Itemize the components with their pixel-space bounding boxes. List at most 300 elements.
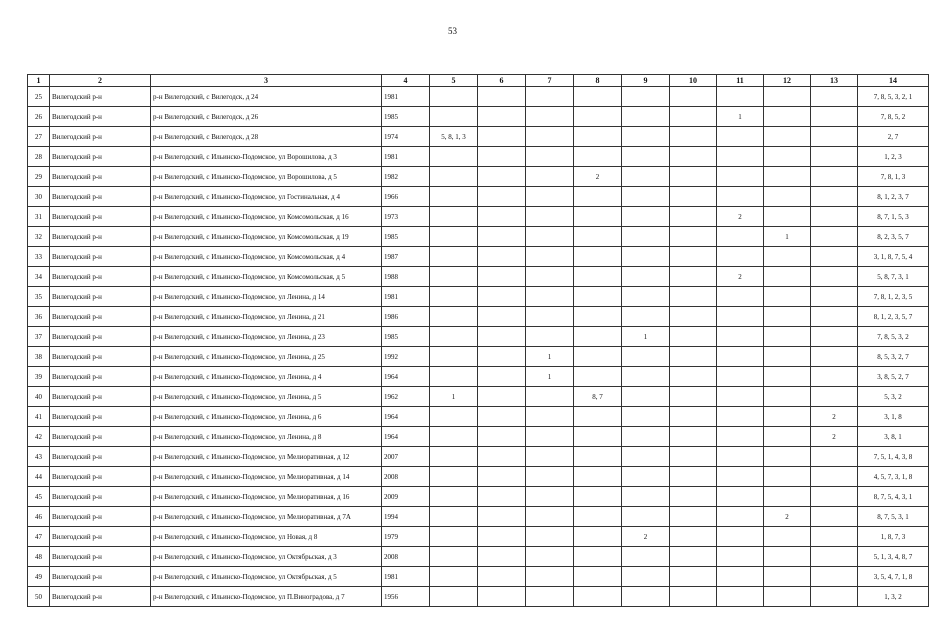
cell-c8 — [574, 487, 622, 507]
table-row — [28, 567, 929, 587]
cell-year: 2008 — [382, 467, 430, 487]
cell-c8 — [574, 307, 622, 327]
cell-c14: 1, 2, 3 — [858, 147, 929, 167]
cell-district: Вилегодский р-н — [50, 407, 151, 427]
column-header: 2 — [50, 75, 151, 87]
cell-c10 — [670, 227, 717, 247]
cell-year: 1973 — [382, 207, 430, 227]
cell-address: р-н Вилегодский, с Ильинско-Подомское, ул Комсомольская, д 4 — [151, 247, 382, 267]
cell-c8 — [574, 467, 622, 487]
cell-n: 44 — [28, 467, 50, 487]
cell-c5 — [430, 367, 478, 387]
cell-c7 — [526, 267, 574, 287]
column-header: 1 — [28, 75, 50, 87]
cell-district: Вилегодский р-н — [50, 587, 151, 607]
cell-district: Вилегодский р-н — [50, 167, 151, 187]
table-row — [28, 407, 929, 427]
cell-year: 1979 — [382, 527, 430, 547]
cell-c11 — [717, 167, 764, 187]
cell-c9 — [622, 347, 670, 367]
cell-address: р-н Вилегодский, с Ильинско-Подомское, ул Мелиоративная, д 16 — [151, 487, 382, 507]
cell-n: 31 — [28, 207, 50, 227]
cell-district: Вилегодский р-н — [50, 387, 151, 407]
cell-c14: 5, 1, 3, 4, 8, 7 — [858, 547, 929, 567]
cell-c6 — [478, 527, 526, 547]
cell-c12 — [764, 387, 811, 407]
cell-c14: 8, 7, 1, 5, 3 — [858, 207, 929, 227]
table-row — [28, 107, 929, 127]
cell-district: Вилегодский р-н — [50, 307, 151, 327]
cell-c8 — [574, 447, 622, 467]
cell-n: 50 — [28, 587, 50, 607]
column-header: 11 — [717, 75, 764, 87]
table-row — [28, 547, 929, 567]
cell-c13 — [811, 327, 858, 347]
cell-c8 — [574, 287, 622, 307]
cell-c5 — [430, 247, 478, 267]
header-row — [28, 75, 929, 87]
cell-c6 — [478, 467, 526, 487]
cell-c7 — [526, 207, 574, 227]
cell-c13 — [811, 247, 858, 267]
table-row — [28, 307, 929, 327]
cell-year: 1985 — [382, 227, 430, 247]
column-header: 7 — [526, 75, 574, 87]
cell-c14: 8, 1, 2, 3, 5, 7 — [858, 307, 929, 327]
cell-c13 — [811, 547, 858, 567]
cell-c8 — [574, 227, 622, 247]
cell-c11 — [717, 247, 764, 267]
column-header: 13 — [811, 75, 858, 87]
cell-c13 — [811, 347, 858, 367]
cell-c11: 2 — [717, 207, 764, 227]
cell-year: 1986 — [382, 307, 430, 327]
cell-c8 — [574, 587, 622, 607]
cell-year: 1988 — [382, 267, 430, 287]
cell-address: р-н Вилегодский, с Ильинско-Подомское, ул Ленина, д 8 — [151, 427, 382, 447]
cell-address: р-н Вилегодский, с Вилегодск, д 28 — [151, 127, 382, 147]
cell-c9 — [622, 567, 670, 587]
cell-c13 — [811, 287, 858, 307]
cell-district: Вилегодский р-н — [50, 287, 151, 307]
cell-c6 — [478, 487, 526, 507]
cell-c10 — [670, 327, 717, 347]
cell-c11: 2 — [717, 267, 764, 287]
table-row — [28, 587, 929, 607]
cell-c9 — [622, 467, 670, 487]
cell-c7 — [526, 327, 574, 347]
cell-n: 28 — [28, 147, 50, 167]
register-table — [27, 74, 929, 607]
cell-c9 — [622, 407, 670, 427]
cell-c10 — [670, 287, 717, 307]
cell-c14: 7, 8, 1, 3 — [858, 167, 929, 187]
cell-district: Вилегодский р-н — [50, 227, 151, 247]
cell-c13 — [811, 307, 858, 327]
cell-c12 — [764, 427, 811, 447]
cell-c12 — [764, 367, 811, 387]
column-header: 4 — [382, 75, 430, 87]
cell-year: 1956 — [382, 587, 430, 607]
cell-c10 — [670, 107, 717, 127]
cell-c12 — [764, 547, 811, 567]
cell-c5 — [430, 267, 478, 287]
cell-c11 — [717, 87, 764, 107]
cell-c13: 2 — [811, 427, 858, 447]
cell-n: 43 — [28, 447, 50, 467]
cell-c6 — [478, 207, 526, 227]
cell-c8 — [574, 247, 622, 267]
cell-c13 — [811, 367, 858, 387]
cell-c7 — [526, 547, 574, 567]
cell-c12 — [764, 207, 811, 227]
cell-c10 — [670, 127, 717, 147]
table-row — [28, 207, 929, 227]
cell-address: р-н Вилегодский, с Вилегодск, д 26 — [151, 107, 382, 127]
cell-district: Вилегодский р-н — [50, 507, 151, 527]
cell-c6 — [478, 587, 526, 607]
cell-c11 — [717, 567, 764, 587]
cell-c13 — [811, 87, 858, 107]
cell-c13 — [811, 387, 858, 407]
cell-c6 — [478, 447, 526, 467]
page-number: 53 — [448, 26, 457, 36]
cell-year: 2009 — [382, 487, 430, 507]
cell-c7: 1 — [526, 367, 574, 387]
cell-c11 — [717, 307, 764, 327]
cell-c14: 8, 2, 3, 5, 7 — [858, 227, 929, 247]
cell-c11 — [717, 407, 764, 427]
table-row — [28, 467, 929, 487]
cell-c8 — [574, 87, 622, 107]
cell-c12 — [764, 407, 811, 427]
cell-year: 1987 — [382, 247, 430, 267]
cell-c10 — [670, 167, 717, 187]
cell-address: р-н Вилегодский, с Ильинско-Подомское, ул Мелиоративная, д 14 — [151, 467, 382, 487]
cell-c14: 7, 5, 1, 4, 3, 8 — [858, 447, 929, 467]
cell-n: 47 — [28, 527, 50, 547]
cell-c10 — [670, 387, 717, 407]
column-header: 10 — [670, 75, 717, 87]
cell-c8 — [574, 207, 622, 227]
cell-c5 — [430, 347, 478, 367]
cell-c13 — [811, 487, 858, 507]
cell-c14: 3, 5, 4, 7, 1, 8 — [858, 567, 929, 587]
table-row — [28, 527, 929, 547]
cell-c6 — [478, 267, 526, 287]
cell-address: р-н Вилегодский, с Ильинско-Подомское, ул Новая, д 8 — [151, 527, 382, 547]
cell-district: Вилегодский р-н — [50, 567, 151, 587]
cell-c5 — [430, 587, 478, 607]
cell-year: 2008 — [382, 547, 430, 567]
cell-c8 — [574, 147, 622, 167]
cell-c6 — [478, 547, 526, 567]
cell-c7 — [526, 307, 574, 327]
cell-c11 — [717, 287, 764, 307]
cell-c9 — [622, 367, 670, 387]
column-header: 5 — [430, 75, 478, 87]
cell-c5 — [430, 407, 478, 427]
cell-c11 — [717, 587, 764, 607]
cell-n: 36 — [28, 307, 50, 327]
cell-c8 — [574, 547, 622, 567]
cell-c9 — [622, 227, 670, 247]
cell-year: 2007 — [382, 447, 430, 467]
cell-c7: 1 — [526, 347, 574, 367]
cell-c11 — [717, 467, 764, 487]
cell-year: 1974 — [382, 127, 430, 147]
cell-c13 — [811, 187, 858, 207]
cell-c10 — [670, 527, 717, 547]
cell-c14: 1, 3, 2 — [858, 587, 929, 607]
cell-c6 — [478, 507, 526, 527]
cell-c14: 4, 5, 7, 3, 1, 8 — [858, 467, 929, 487]
cell-district: Вилегодский р-н — [50, 107, 151, 127]
cell-c9 — [622, 487, 670, 507]
cell-c11 — [717, 507, 764, 527]
cell-c5 — [430, 107, 478, 127]
cell-c9 — [622, 187, 670, 207]
cell-c9 — [622, 87, 670, 107]
cell-c12 — [764, 87, 811, 107]
cell-c11 — [717, 127, 764, 147]
cell-c14: 3, 1, 8, 7, 5, 4 — [858, 247, 929, 267]
cell-c6 — [478, 167, 526, 187]
cell-c9 — [622, 447, 670, 467]
cell-n: 40 — [28, 387, 50, 407]
cell-c6 — [478, 367, 526, 387]
cell-c10 — [670, 547, 717, 567]
cell-c13 — [811, 567, 858, 587]
cell-c12 — [764, 127, 811, 147]
cell-c10 — [670, 467, 717, 487]
cell-c12 — [764, 107, 811, 127]
cell-c10 — [670, 507, 717, 527]
cell-address: р-н Вилегодский, с Ильинско-Подомское, ул Гостинальная, д 4 — [151, 187, 382, 207]
cell-c12 — [764, 287, 811, 307]
cell-c5 — [430, 487, 478, 507]
cell-year: 1964 — [382, 407, 430, 427]
cell-c8 — [574, 107, 622, 127]
cell-c7 — [526, 127, 574, 147]
cell-n: 33 — [28, 247, 50, 267]
cell-c9 — [622, 207, 670, 227]
cell-c7 — [526, 107, 574, 127]
cell-c13 — [811, 267, 858, 287]
cell-c11: 1 — [717, 107, 764, 127]
cell-c11 — [717, 527, 764, 547]
cell-c7 — [526, 387, 574, 407]
table-row — [28, 247, 929, 267]
cell-c7 — [526, 167, 574, 187]
cell-c14: 7, 8, 5, 3, 2, 1 — [858, 87, 929, 107]
cell-c12 — [764, 327, 811, 347]
cell-c13 — [811, 447, 858, 467]
cell-c5 — [430, 207, 478, 227]
cell-c5 — [430, 187, 478, 207]
cell-district: Вилегодский р-н — [50, 367, 151, 387]
cell-c11 — [717, 347, 764, 367]
cell-c11 — [717, 227, 764, 247]
cell-n: 35 — [28, 287, 50, 307]
cell-c6 — [478, 387, 526, 407]
cell-c6 — [478, 147, 526, 167]
cell-n: 29 — [28, 167, 50, 187]
cell-year: 1964 — [382, 427, 430, 447]
cell-c6 — [478, 287, 526, 307]
cell-c10 — [670, 347, 717, 367]
cell-c8 — [574, 367, 622, 387]
cell-c11 — [717, 187, 764, 207]
cell-n: 32 — [28, 227, 50, 247]
cell-address: р-н Вилегодский, с Ильинско-Подомское, ул Комсомольская, д 16 — [151, 207, 382, 227]
table-row — [28, 447, 929, 467]
cell-n: 48 — [28, 547, 50, 567]
cell-c8 — [574, 327, 622, 347]
column-header: 8 — [574, 75, 622, 87]
cell-district: Вилегодский р-н — [50, 187, 151, 207]
cell-n: 38 — [28, 347, 50, 367]
cell-district: Вилегодский р-н — [50, 527, 151, 547]
cell-c14: 8, 1, 2, 3, 7 — [858, 187, 929, 207]
cell-n: 46 — [28, 507, 50, 527]
cell-n: 37 — [28, 327, 50, 347]
cell-c10 — [670, 147, 717, 167]
cell-c13 — [811, 207, 858, 227]
cell-c6 — [478, 567, 526, 587]
cell-c13 — [811, 467, 858, 487]
cell-c7 — [526, 147, 574, 167]
cell-address: р-н Вилегодский, с Ильинско-Подомское, ул Комсомольская, д 19 — [151, 227, 382, 247]
table-row — [28, 367, 929, 387]
cell-year: 1992 — [382, 347, 430, 367]
cell-year: 1962 — [382, 387, 430, 407]
cell-c6 — [478, 347, 526, 367]
cell-c14: 8, 7, 5, 4, 3, 1 — [858, 487, 929, 507]
cell-address: р-н Вилегодский, с Ильинско-Подомское, ул Ленина, д 14 — [151, 287, 382, 307]
cell-c10 — [670, 587, 717, 607]
cell-address: р-н Вилегодский, с Ильинско-Подомское, ул Ленина, д 25 — [151, 347, 382, 367]
cell-c12 — [764, 447, 811, 467]
cell-district: Вилегодский р-н — [50, 547, 151, 567]
table-row — [28, 87, 929, 107]
cell-year: 1994 — [382, 507, 430, 527]
cell-district: Вилегодский р-н — [50, 127, 151, 147]
cell-c10 — [670, 567, 717, 587]
cell-c12: 2 — [764, 507, 811, 527]
cell-c14: 7, 8, 5, 2 — [858, 107, 929, 127]
cell-address: р-н Вилегодский, с Ильинско-Подомское, ул Мелиоративная, д 12 — [151, 447, 382, 467]
cell-c9 — [622, 427, 670, 447]
cell-address: р-н Вилегодский, с Вилегодск, д 24 — [151, 87, 382, 107]
cell-c7 — [526, 247, 574, 267]
table-row — [28, 387, 929, 407]
cell-c13 — [811, 147, 858, 167]
cell-c12 — [764, 567, 811, 587]
cell-c12 — [764, 347, 811, 367]
cell-c14: 3, 1, 8 — [858, 407, 929, 427]
table-row — [28, 147, 929, 167]
cell-c8 — [574, 267, 622, 287]
cell-address: р-н Вилегодский, с Ильинско-Подомское, ул Ленина, д 21 — [151, 307, 382, 327]
cell-c5 — [430, 447, 478, 467]
cell-c9: 1 — [622, 327, 670, 347]
cell-c12 — [764, 527, 811, 547]
cell-year: 1985 — [382, 107, 430, 127]
cell-c10 — [670, 447, 717, 467]
cell-c11 — [717, 427, 764, 447]
cell-c14: 8, 5, 3, 2, 7 — [858, 347, 929, 367]
cell-n: 39 — [28, 367, 50, 387]
cell-c7 — [526, 287, 574, 307]
cell-address: р-н Вилегодский, с Ильинско-Подомское, ул Октябрьская, д 3 — [151, 547, 382, 567]
cell-c13 — [811, 587, 858, 607]
cell-c8 — [574, 527, 622, 547]
column-header: 9 — [622, 75, 670, 87]
cell-c7 — [526, 527, 574, 547]
cell-c9 — [622, 387, 670, 407]
cell-c8 — [574, 507, 622, 527]
table-row — [28, 347, 929, 367]
cell-c10 — [670, 487, 717, 507]
cell-address: р-н Вилегодский, с Ильинско-Подомское, ул Комсомольская, д 5 — [151, 267, 382, 287]
cell-c10 — [670, 247, 717, 267]
cell-c6 — [478, 107, 526, 127]
column-header: 6 — [478, 75, 526, 87]
cell-c12 — [764, 487, 811, 507]
cell-n: 27 — [28, 127, 50, 147]
cell-c10 — [670, 207, 717, 227]
cell-c9 — [622, 147, 670, 167]
cell-c10 — [670, 187, 717, 207]
cell-c11 — [717, 327, 764, 347]
cell-c9 — [622, 247, 670, 267]
cell-address: р-н Вилегодский, с Ильинско-Подомское, ул Ленина, д 23 — [151, 327, 382, 347]
cell-c12 — [764, 167, 811, 187]
cell-district: Вилегодский р-н — [50, 427, 151, 447]
cell-c8: 8, 7 — [574, 387, 622, 407]
cell-district: Вилегодский р-н — [50, 327, 151, 347]
cell-c10 — [670, 367, 717, 387]
cell-c5 — [430, 567, 478, 587]
table-row — [28, 427, 929, 447]
cell-c13 — [811, 227, 858, 247]
cell-c8 — [574, 187, 622, 207]
cell-c6 — [478, 247, 526, 267]
cell-district: Вилегодский р-н — [50, 207, 151, 227]
table-row — [28, 227, 929, 247]
cell-c9 — [622, 167, 670, 187]
cell-c12 — [764, 267, 811, 287]
cell-c14: 5, 3, 2 — [858, 387, 929, 407]
cell-address: р-н Вилегодский, с Ильинско-Подомское, ул Ворошилова, д 3 — [151, 147, 382, 167]
cell-c13 — [811, 107, 858, 127]
cell-year: 1982 — [382, 167, 430, 187]
cell-year: 1966 — [382, 187, 430, 207]
cell-c12 — [764, 467, 811, 487]
cell-c7 — [526, 427, 574, 447]
cell-c10 — [670, 307, 717, 327]
cell-c5 — [430, 427, 478, 447]
cell-n: 49 — [28, 567, 50, 587]
table-row — [28, 187, 929, 207]
cell-c9 — [622, 267, 670, 287]
cell-c7 — [526, 407, 574, 427]
cell-c10 — [670, 87, 717, 107]
cell-c13 — [811, 127, 858, 147]
cell-c5 — [430, 507, 478, 527]
cell-c9 — [622, 107, 670, 127]
